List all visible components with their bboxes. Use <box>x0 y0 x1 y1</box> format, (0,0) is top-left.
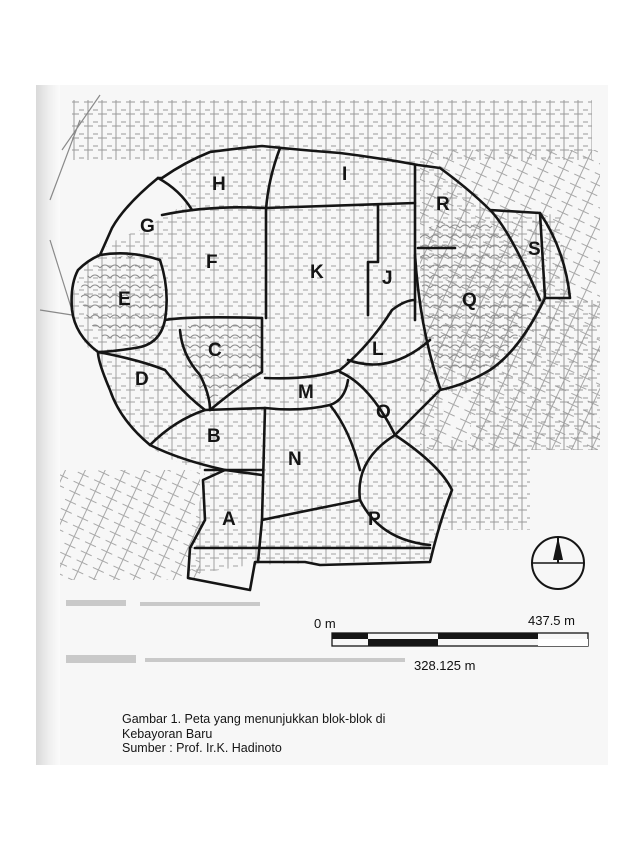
caption-line-2: Kebayoran Baru <box>122 726 213 741</box>
block-label-b: B <box>207 426 221 447</box>
caption-line-3: Sumber : Prof. Ir.K. Hadinoto <box>122 741 282 755</box>
block-label-q: Q <box>462 290 477 311</box>
block-label-g: G <box>140 216 155 237</box>
scale-start-label: 0 m <box>314 616 336 631</box>
block-label-n: N <box>288 449 302 470</box>
block-label-h: H <box>212 174 226 195</box>
block-label-f: F <box>206 252 218 273</box>
block-label-l: L <box>372 339 384 360</box>
caption-line-1: Gambar 1. Peta yang menunjukkan blok-blok di <box>122 712 386 726</box>
block-label-e: E <box>118 289 131 310</box>
block-label-p: P <box>368 509 381 530</box>
scale-mid-label: 328.125 m <box>414 658 476 673</box>
block-label-j: J <box>382 268 393 289</box>
block-label-r: R <box>436 194 450 215</box>
block-label-s: S <box>528 239 541 260</box>
block-label-o: O <box>376 402 391 423</box>
scale-end-label: 437.5 m <box>528 613 575 628</box>
block-label-i: I <box>342 164 348 185</box>
block-label-a: A <box>222 509 236 530</box>
block-label-d: D <box>135 369 149 390</box>
block-label-m: M <box>298 382 314 403</box>
figure-caption <box>122 712 482 756</box>
block-label-k: K <box>310 262 324 283</box>
block-label-c: C <box>208 340 222 361</box>
